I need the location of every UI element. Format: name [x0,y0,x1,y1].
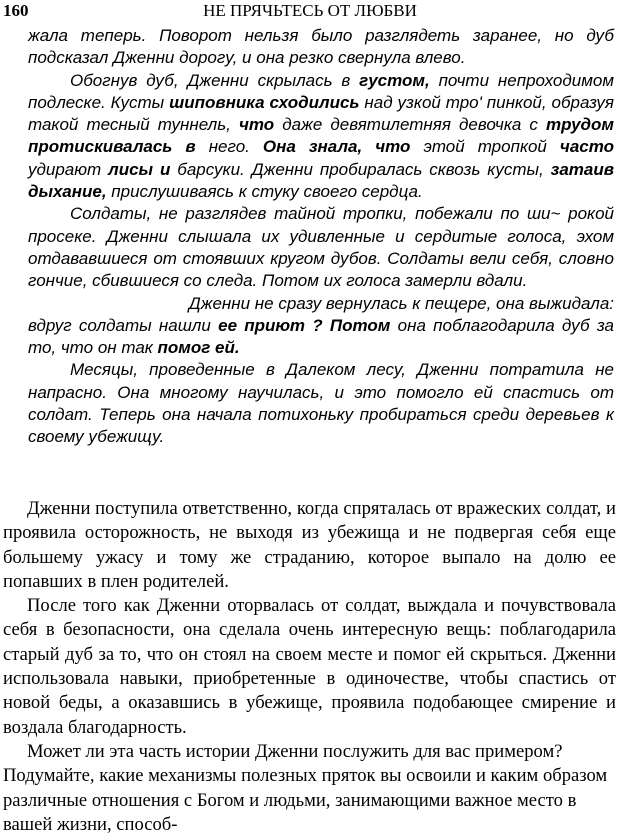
running-title: НЕ ПРЯЧЬТЕСЬ ОТ ЛЮБВИ [203,1,417,20]
commentary-paragraph-1: Дженни поступила ответственно, когда спряталась от вражеских солдат, и проявила осторожность, не выходя из убежища и не подвергая себя еще большему ужасу и тому же страданию, которое выпало на долю ее попавших в плен родителей. [3,498,616,592]
excerpt-paragraph-3: Солдаты, не разглядев тайной тропки, побежали по ши~ рокой просеке. Дженни слышала их удивленные и сердитые голоса, эхом отдававшиеся от стоявших кругом дубов. Солдаты вели себя, словно гончие, сбившиеся со следа. Потом их голоса замерли вдали. [28,204,614,291]
excerpt-paragraph-4-rest [28,315,614,360]
bold-fragment: ее приют ? Потом [218,315,391,335]
commentary-paragraph-2: После того как Дженни оторвалась от солдат, выждала и почувствовала себя в безопасности, она сделала очень интересную вещь: поблагодарила старый дуб за то, что он стоял на своем месте и помог ей скрыться. Дженни использовала навыки, приобретенные в одиночестве, чтобы спастись от новой беды, а оказавшись в убежище, проявила подобающее смирение и воздала благодарность. [3,595,616,738]
bold-fragment: трудом протискивалась в [28,115,614,157]
bold-fragment: затаив дыхание, [28,159,614,202]
excerpt-paragraph-4-start: Дженни не сразу вернулась к пещере, она выжидала: [188,293,614,313]
text-fragment: даже девятилетняя девочка с [274,115,547,135]
bold-fragment: лисы и [108,159,171,179]
text-fragment: над узкой тро' пинкой, образуя такой тесный туннель, [28,92,614,135]
commentary-paragraph-3: Может ли эта часть истории Дженни послужить для вас примером? Подумайте, какие механизмы полезных пряток вы освоили и каким образом различные отношения с Богом и людьми, занимающими важное место в вашей жизни, способ- [3,740,608,835]
page-header [0,0,620,22]
excerpt-paragraph-1: жала теперь. Поворот нельзя было разглядеть заранее, но дуб подсказал Дженни дорогу, и она резко свернула влево. [28,26,614,68]
text-fragment: барсуки. Дженни пробиралась сквозь кусты, [170,159,551,179]
commentary [3,497,616,837]
bold-fragment: что [239,115,275,135]
bold-fragment: шиповника сходились [169,92,360,112]
text-fragment: вдруг солдаты нашли [28,315,219,335]
text-fragment: Обогнув дуб, Дженни скрылась в [70,70,360,90]
text-fragment: этой тропкой [410,137,560,157]
bold-fragment: помог ей. [157,338,240,358]
text-fragment: удирают [28,159,109,179]
excerpt-paragraph-2 [28,70,614,204]
bold-fragment: Она знала, что [262,137,411,157]
text-fragment: прислушиваясь к стуку своего сердца. [106,182,423,202]
bold-fragment: часто [559,137,615,157]
text-fragment: него. [195,137,263,157]
text-fragment: она поблагодарила дуб за то, что он так [28,315,614,358]
bold-fragment: густом, [359,70,430,90]
page-number: 160 [3,1,29,20]
text-fragment: почти непроходимом подлеске. Кусты [28,70,614,112]
excerpt-paragraph-5: Месяцы, проведенные в Далеком лесу, Дженни потратила не напрасно. Она многому научилась, и это помогло ей спастись от солдат. Теперь она начала потихоньку пробираться среди деревьев к своему убежищу. [28,360,614,447]
story-excerpt [28,25,614,449]
